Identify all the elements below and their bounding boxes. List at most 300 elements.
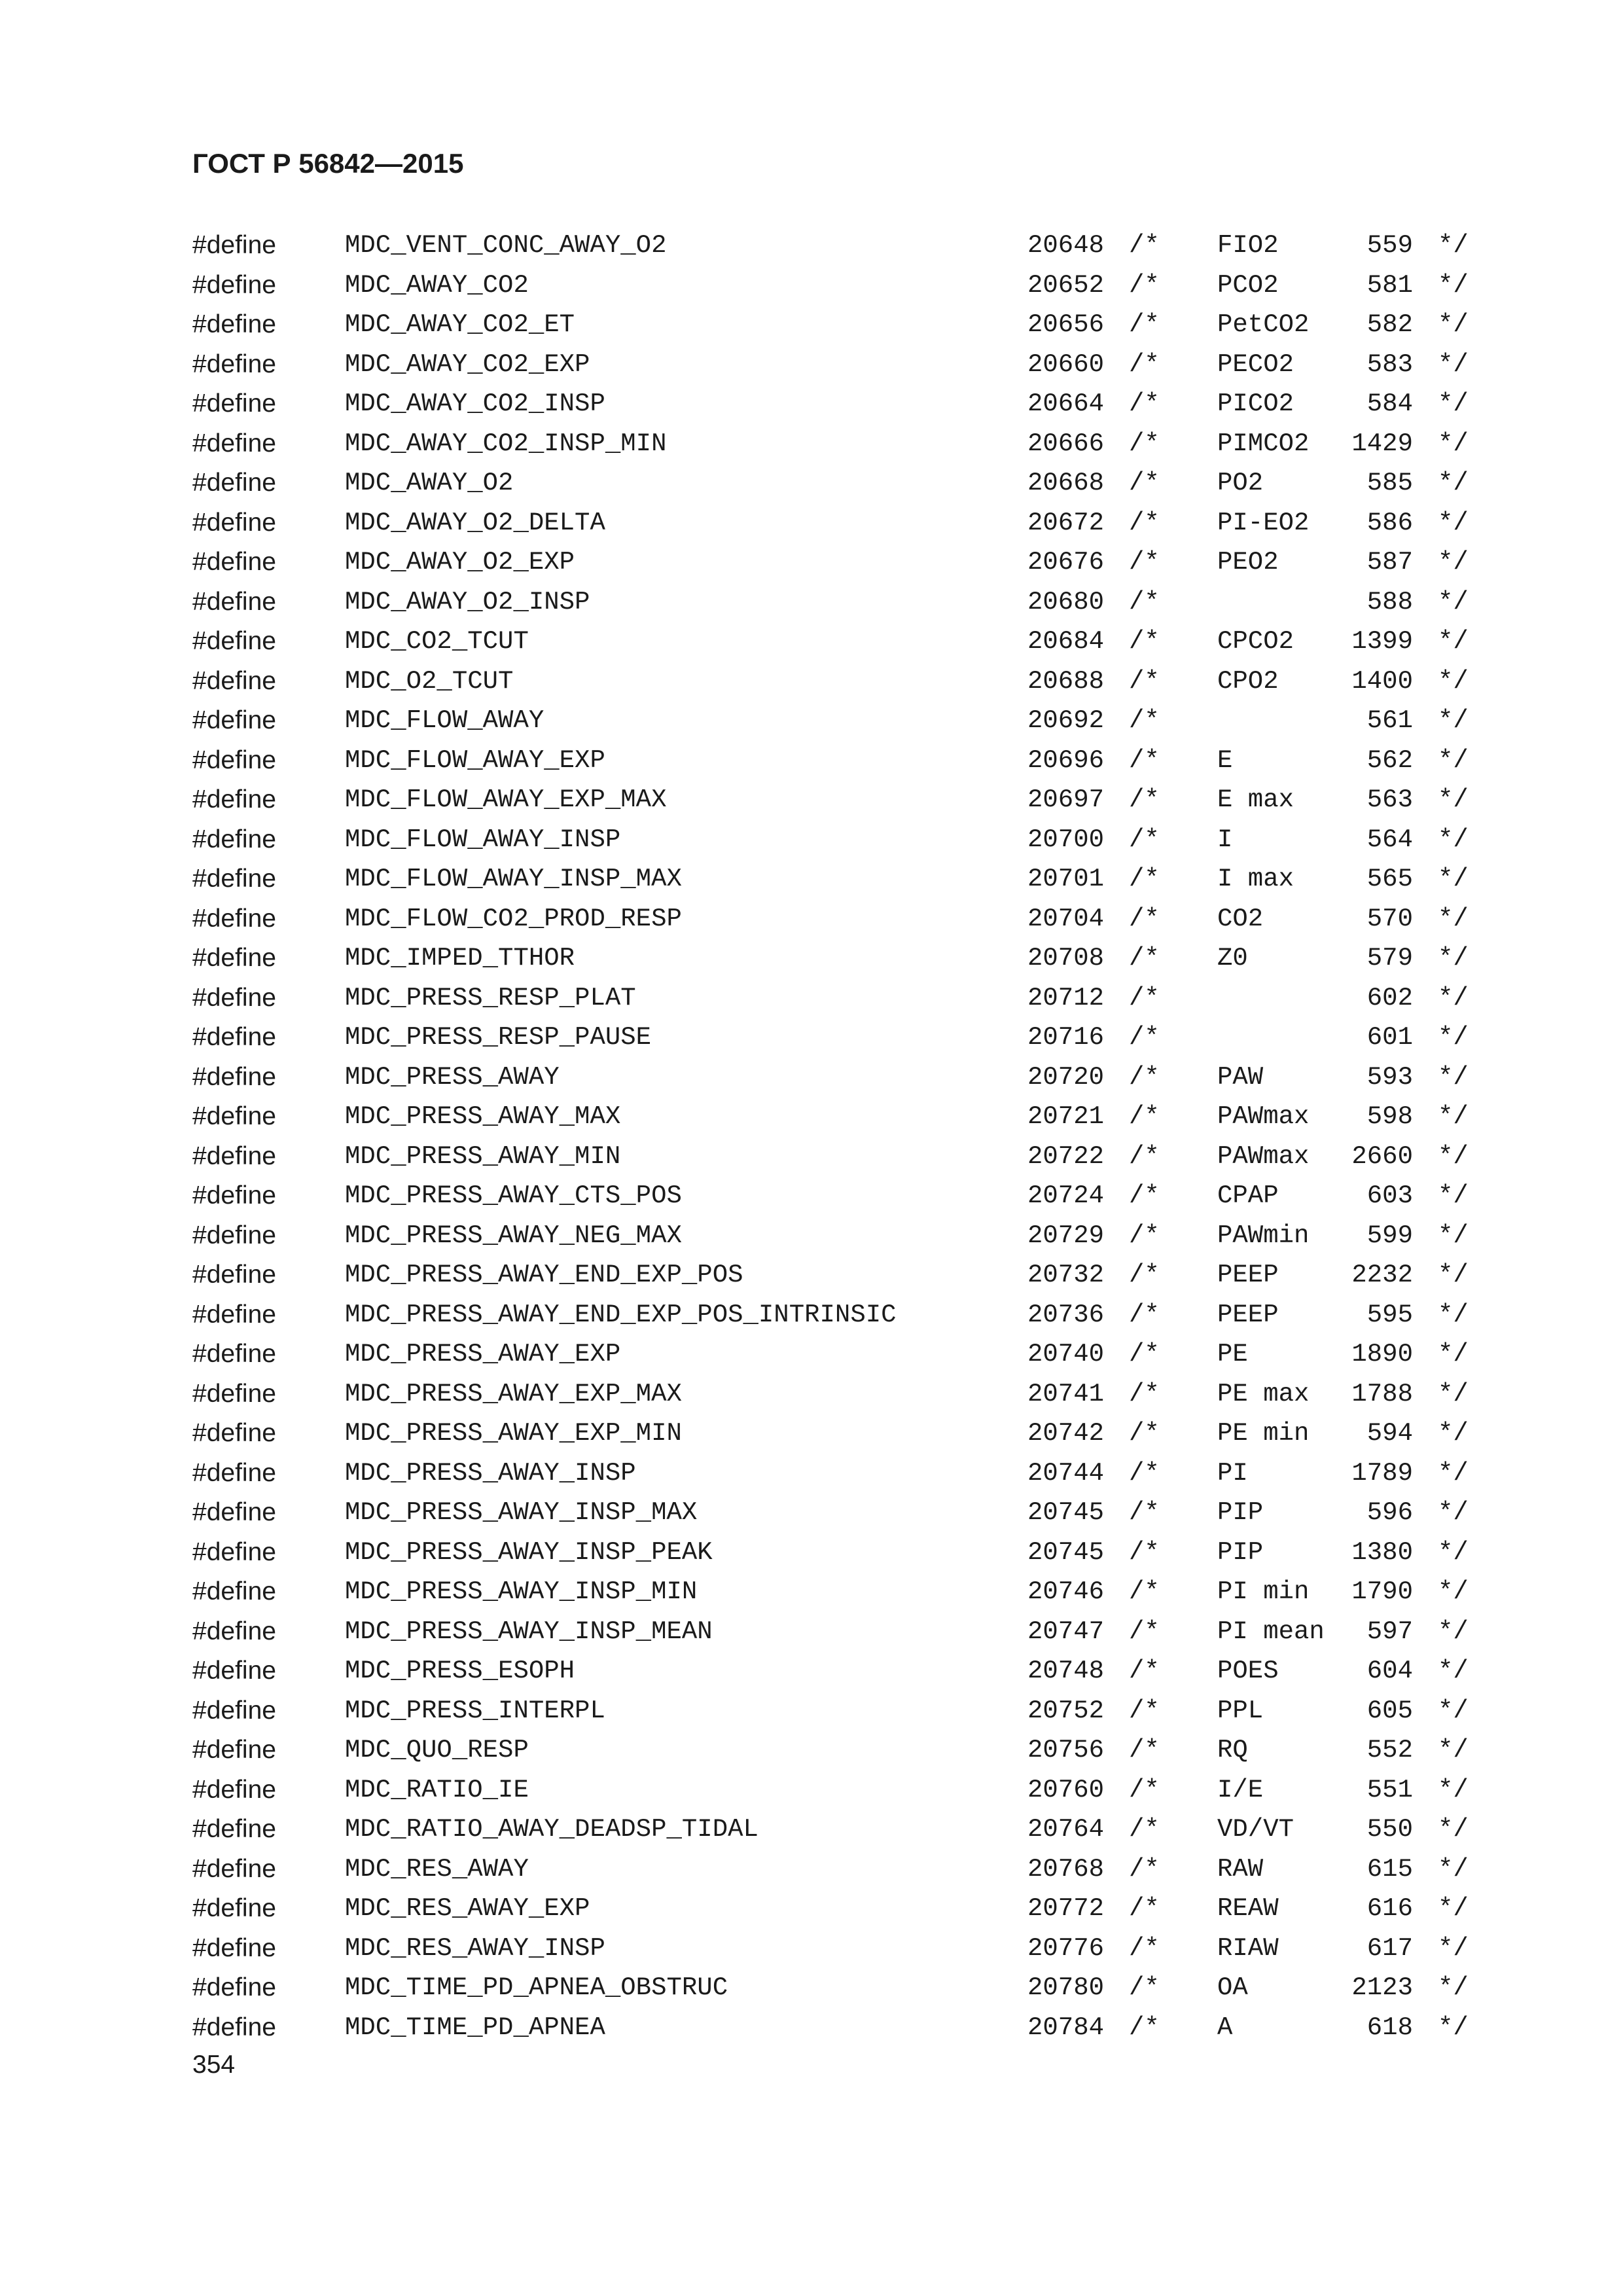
comment-open: /*: [1129, 1300, 1160, 1329]
constant-name: MDC_PRESS_AWAY_INSP_PEAK: [345, 1537, 713, 1567]
comment-close: */: [1438, 1458, 1469, 1488]
comment-open: /*: [1129, 2013, 1160, 2042]
comment-close: */: [1438, 1062, 1469, 1092]
constant-name: MDC_AWAY_CO2_EXP: [345, 350, 590, 379]
comment-open: /*: [1129, 350, 1160, 379]
define-keyword: #define: [192, 1854, 276, 1883]
define-row: [192, 978, 1513, 1018]
comment-open: /*: [1129, 1141, 1160, 1171]
define-row: [192, 1176, 1513, 1216]
constant-name: MDC_PRESS_AWAY_CTS_POS: [345, 1181, 682, 1210]
constant-code: 20700: [1027, 825, 1105, 854]
constant-code: 20768: [1027, 1854, 1105, 1884]
comment-close: */: [1438, 1102, 1469, 1131]
constant-name: MDC_TIME_PD_APNEA: [345, 2013, 605, 2042]
define-keyword: #define: [192, 1419, 276, 1447]
constant-code: 20724: [1027, 1181, 1105, 1210]
comment-open: /*: [1129, 1181, 1160, 1210]
comment-open: /*: [1129, 1617, 1160, 1646]
reference-id: 1890: [1351, 1340, 1413, 1369]
define-keyword: #define: [192, 1141, 276, 1170]
reference-id: 618: [1366, 2013, 1413, 2042]
define-row: [192, 583, 1513, 622]
reference-id: 1789: [1351, 1458, 1413, 1488]
constant-code: 20745: [1027, 1498, 1105, 1527]
constant-code: 20732: [1027, 1261, 1105, 1289]
define-row: [192, 1058, 1513, 1098]
comment-open: /*: [1129, 389, 1160, 418]
define-row: [192, 1651, 1513, 1691]
reference-id: 586: [1366, 508, 1413, 537]
define-keyword: #define: [192, 1181, 276, 1210]
constant-code: 20780: [1027, 1973, 1105, 2002]
constant-code: 20648: [1027, 231, 1105, 260]
constant-name: MDC_PRESS_AWAY_END_EXP_POS: [345, 1261, 743, 1289]
constant-code: 20697: [1027, 785, 1105, 814]
comment-open: /*: [1129, 904, 1160, 933]
comment-close: */: [1438, 865, 1469, 893]
constant-name: MDC_PRESS_AWAY_EXP: [345, 1340, 621, 1369]
constant-code: 20745: [1027, 1537, 1105, 1567]
constant-code: 20722: [1027, 1141, 1105, 1171]
reference-id: 588: [1366, 587, 1413, 617]
reference-id: 2660: [1351, 1141, 1413, 1171]
comment-open: /*: [1129, 1023, 1160, 1052]
define-row: [192, 741, 1513, 781]
comment-open: /*: [1129, 1458, 1160, 1488]
define-keyword: #define: [192, 1577, 276, 1605]
define-keyword: #define: [192, 983, 276, 1012]
comment-open: /*: [1129, 1379, 1160, 1408]
define-keyword: #define: [192, 587, 276, 616]
constant-code: 20776: [1027, 1933, 1105, 1963]
reference-id: 616: [1366, 1894, 1413, 1923]
abbreviation: I/E: [1217, 1775, 1264, 1804]
reference-id: 2123: [1351, 1973, 1413, 2002]
comment-close: */: [1438, 469, 1469, 497]
reference-id: 584: [1366, 389, 1413, 418]
reference-id: 1429: [1351, 429, 1413, 458]
comment-open: /*: [1129, 270, 1160, 300]
comment-close: */: [1438, 1973, 1469, 2002]
define-row: [192, 305, 1513, 345]
constant-name: MDC_RATIO_IE: [345, 1775, 529, 1804]
abbreviation: [1217, 701, 1348, 741]
reference-id: 605: [1366, 1696, 1413, 1725]
comment-close: */: [1438, 1419, 1469, 1448]
reference-id: 1380: [1351, 1537, 1413, 1567]
abbreviation: Z0: [1217, 944, 1248, 973]
comment-open: /*: [1129, 1537, 1160, 1567]
define-keyword: #define: [192, 1300, 276, 1329]
abbreviation: PI min: [1217, 1577, 1310, 1606]
comment-close: */: [1438, 1854, 1469, 1884]
constant-code: 20716: [1027, 1023, 1105, 1052]
abbreviation: PE min: [1217, 1419, 1310, 1448]
abbreviation: PAW: [1217, 1062, 1264, 1092]
define-row: [192, 1929, 1513, 1969]
comment-close: */: [1438, 944, 1469, 973]
abbreviation: PCO2: [1217, 270, 1279, 300]
comment-close: */: [1438, 1181, 1469, 1210]
abbreviation: [1217, 978, 1348, 1018]
abbreviation: FIO2: [1217, 231, 1279, 260]
define-row: [192, 1255, 1513, 1295]
comment-close: */: [1438, 825, 1469, 854]
reference-id: 561: [1366, 706, 1413, 735]
comment-open: /*: [1129, 983, 1160, 1013]
reference-id: 617: [1366, 1933, 1413, 1963]
abbreviation: I max: [1217, 865, 1294, 893]
define-row: [192, 1018, 1513, 1058]
reference-id: 551: [1366, 1775, 1413, 1804]
define-row: [192, 939, 1513, 978]
constant-name: MDC_PRESS_AWAY_INSP_MAX: [345, 1498, 698, 1527]
constant-code: 20784: [1027, 2013, 1105, 2042]
constant-code: 20764: [1027, 1815, 1105, 1844]
define-keyword: #define: [192, 666, 276, 695]
define-keyword: #define: [192, 865, 276, 893]
reference-id: 581: [1366, 270, 1413, 300]
constant-name: MDC_PRESS_INTERPL: [345, 1696, 605, 1725]
define-row: [192, 1137, 1513, 1177]
constant-code: 20704: [1027, 904, 1105, 933]
define-row: [192, 1335, 1513, 1374]
comment-close: */: [1438, 310, 1469, 339]
reference-id: 1399: [1351, 627, 1413, 656]
comment-open: /*: [1129, 1340, 1160, 1369]
comment-close: */: [1438, 785, 1469, 814]
abbreviation: A: [1217, 2013, 1233, 2042]
define-row: [192, 1493, 1513, 1533]
comment-close: */: [1438, 548, 1469, 577]
define-row: [192, 1691, 1513, 1731]
abbreviation: PPL: [1217, 1696, 1264, 1725]
constant-name: MDC_PRESS_AWAY_MAX: [345, 1102, 621, 1131]
reference-id: 563: [1366, 785, 1413, 814]
comment-open: /*: [1129, 1062, 1160, 1092]
comment-open: /*: [1129, 745, 1160, 775]
reference-id: 599: [1366, 1221, 1413, 1250]
define-row: [192, 463, 1513, 503]
comment-close: */: [1438, 1933, 1469, 1963]
comment-open: /*: [1129, 1657, 1160, 1685]
abbreviation: PAWmax: [1217, 1141, 1310, 1171]
define-table: [192, 226, 1513, 2047]
define-row: [192, 1454, 1513, 1494]
define-keyword: #define: [192, 825, 276, 853]
constant-name: MDC_PRESS_AWAY_INSP: [345, 1458, 636, 1488]
constant-name: MDC_FLOW_AWAY_EXP: [345, 745, 605, 775]
comment-open: /*: [1129, 1419, 1160, 1448]
constant-name: MDC_RES_AWAY: [345, 1854, 529, 1884]
comment-close: */: [1438, 1261, 1469, 1289]
abbreviation: PI: [1217, 1458, 1248, 1488]
reference-id: 601: [1366, 1023, 1413, 1052]
constant-code: 20666: [1027, 429, 1105, 458]
constant-code: 20664: [1027, 389, 1105, 418]
abbreviation: PIP: [1217, 1537, 1264, 1567]
constant-name: MDC_FLOW_AWAY_EXP_MAX: [345, 785, 667, 814]
define-row: [192, 1731, 1513, 1770]
comment-close: */: [1438, 1300, 1469, 1329]
constant-code: 20692: [1027, 706, 1105, 735]
define-row: [192, 1889, 1513, 1929]
define-row: [192, 820, 1513, 860]
constant-code: 20736: [1027, 1300, 1105, 1329]
abbreviation: [1217, 583, 1348, 622]
comment-open: /*: [1129, 1102, 1160, 1131]
constant-code: 20729: [1027, 1221, 1105, 1250]
define-keyword: #define: [192, 944, 276, 972]
define-row: [192, 503, 1513, 543]
constant-name: MDC_FLOW_AWAY_INSP_MAX: [345, 865, 682, 893]
constant-code: 20760: [1027, 1775, 1105, 1804]
comment-open: /*: [1129, 508, 1160, 537]
define-keyword: #define: [192, 1736, 276, 1764]
constant-name: MDC_AWAY_CO2: [345, 270, 529, 300]
abbreviation: PECO2: [1217, 350, 1294, 379]
comment-open: /*: [1129, 1261, 1160, 1289]
define-keyword: #define: [192, 1894, 276, 1922]
define-row: [192, 1533, 1513, 1573]
constant-name: MDC_FLOW_AWAY: [345, 706, 544, 735]
constant-name: MDC_AWAY_CO2_INSP_MIN: [345, 429, 667, 458]
define-keyword: #define: [192, 1933, 276, 1962]
abbreviation: PIMCO2: [1217, 429, 1310, 458]
comment-open: /*: [1129, 1973, 1160, 2002]
abbreviation: PEEP: [1217, 1300, 1279, 1329]
constant-name: MDC_PRESS_RESP_PAUSE: [345, 1023, 652, 1052]
abbreviation: PAWmax: [1217, 1102, 1310, 1131]
comment-open: /*: [1129, 666, 1160, 696]
constant-name: MDC_PRESS_AWAY_END_EXP_POS_INTRINSIC: [345, 1300, 897, 1329]
constant-name: MDC_QUO_RESP: [345, 1736, 529, 1765]
reference-id: 615: [1366, 1854, 1413, 1884]
define-keyword: #define: [192, 1102, 276, 1130]
abbreviation: PI-EO2: [1217, 508, 1310, 537]
constant-code: 20676: [1027, 548, 1105, 577]
define-keyword: #define: [192, 310, 276, 338]
define-keyword: #define: [192, 1023, 276, 1051]
constant-code: 20740: [1027, 1340, 1105, 1369]
constant-name: MDC_PRESS_RESP_PLAT: [345, 983, 636, 1013]
comment-open: /*: [1129, 587, 1160, 617]
comment-close: */: [1438, 1894, 1469, 1923]
comment-close: */: [1438, 1141, 1469, 1171]
define-row: [192, 899, 1513, 939]
comment-close: */: [1438, 231, 1469, 260]
define-row: [192, 1216, 1513, 1256]
define-keyword: #define: [192, 350, 276, 378]
reference-id: 603: [1366, 1181, 1413, 1210]
comment-close: */: [1438, 508, 1469, 537]
constant-code: 20747: [1027, 1617, 1105, 1646]
define-keyword: #define: [192, 1775, 276, 1804]
reference-id: 593: [1366, 1062, 1413, 1092]
define-keyword: #define: [192, 1379, 276, 1408]
abbreviation: I: [1217, 825, 1233, 854]
reference-id: 2232: [1351, 1261, 1413, 1289]
reference-id: 604: [1366, 1657, 1413, 1685]
constant-code: 20688: [1027, 666, 1105, 696]
constant-code: 20656: [1027, 310, 1105, 339]
comment-open: /*: [1129, 1577, 1160, 1606]
constant-name: MDC_FLOW_CO2_PROD_RESP: [345, 904, 682, 933]
abbreviation: PAWmin: [1217, 1221, 1310, 1250]
comment-close: */: [1438, 1577, 1469, 1606]
reference-id: 579: [1366, 944, 1413, 973]
comment-open: /*: [1129, 627, 1160, 656]
comment-open: /*: [1129, 429, 1160, 458]
constant-name: MDC_RATIO_AWAY_DEADSP_TIDAL: [345, 1815, 758, 1844]
comment-open: /*: [1129, 1696, 1160, 1725]
define-keyword: #define: [192, 1617, 276, 1645]
define-keyword: #define: [192, 1657, 276, 1685]
comment-close: */: [1438, 745, 1469, 775]
define-row: [192, 780, 1513, 820]
reference-id: 596: [1366, 1498, 1413, 1527]
constant-name: MDC_CO2_TCUT: [345, 627, 529, 656]
reference-id: 550: [1366, 1815, 1413, 1844]
define-keyword: #define: [192, 2013, 276, 2041]
abbreviation: RAW: [1217, 1854, 1264, 1884]
abbreviation: PI mean: [1217, 1617, 1325, 1646]
comment-open: /*: [1129, 865, 1160, 893]
constant-code: 20684: [1027, 627, 1105, 656]
constant-name: MDC_PRESS_AWAY_INSP_MIN: [345, 1577, 698, 1606]
comment-open: /*: [1129, 1854, 1160, 1884]
comment-close: */: [1438, 270, 1469, 300]
define-keyword: #define: [192, 469, 276, 497]
constant-code: 20772: [1027, 1894, 1105, 1923]
define-keyword: #define: [192, 508, 276, 537]
constant-name: MDC_AWAY_O2: [345, 469, 514, 497]
define-row: [192, 345, 1513, 385]
comment-open: /*: [1129, 231, 1160, 260]
constant-name: MDC_PRESS_AWAY_EXP_MAX: [345, 1379, 682, 1408]
comment-close: */: [1438, 350, 1469, 379]
reference-id: 583: [1366, 350, 1413, 379]
define-row: [192, 1810, 1513, 1850]
constant-code: 20680: [1027, 587, 1105, 617]
constant-name: MDC_PRESS_ESOPH: [345, 1657, 575, 1685]
constant-name: MDC_PRESS_AWAY_MIN: [345, 1141, 621, 1171]
document-header: ГОСТ Р 56842—2015: [192, 148, 464, 179]
comment-close: */: [1438, 706, 1469, 735]
define-row: [192, 1572, 1513, 1612]
constant-code: 20752: [1027, 1696, 1105, 1725]
comment-open: /*: [1129, 1894, 1160, 1923]
constant-name: MDC_IMPED_TTHOR: [345, 944, 575, 973]
define-row: [192, 1770, 1513, 1810]
define-keyword: #define: [192, 1221, 276, 1249]
constant-code: 20721: [1027, 1102, 1105, 1131]
constant-code: 20701: [1027, 865, 1105, 893]
abbreviation: PO2: [1217, 469, 1264, 497]
comment-open: /*: [1129, 310, 1160, 339]
define-keyword: #define: [192, 785, 276, 814]
constant-code: 20744: [1027, 1458, 1105, 1488]
define-keyword: #define: [192, 745, 276, 774]
abbreviation: CPCO2: [1217, 627, 1294, 656]
define-keyword: #define: [192, 627, 276, 655]
reference-id: 1790: [1351, 1577, 1413, 1606]
constant-name: MDC_PRESS_AWAY_INSP_MEAN: [345, 1617, 713, 1646]
reference-id: 587: [1366, 548, 1413, 577]
abbreviation: RIAW: [1217, 1933, 1279, 1963]
define-row: [192, 701, 1513, 741]
abbreviation: [1217, 1018, 1348, 1058]
define-row: [192, 1295, 1513, 1335]
define-keyword: #define: [192, 1261, 276, 1289]
comment-close: */: [1438, 627, 1469, 656]
define-keyword: #define: [192, 429, 276, 457]
reference-id: 565: [1366, 865, 1413, 893]
constant-name: MDC_TIME_PD_APNEA_OBSTRUC: [345, 1973, 728, 2002]
constant-code: 20652: [1027, 270, 1105, 300]
comment-close: */: [1438, 1736, 1469, 1765]
constant-code: 20712: [1027, 983, 1105, 1013]
constant-name: MDC_O2_TCUT: [345, 666, 514, 696]
reference-id: 602: [1366, 983, 1413, 1013]
comment-open: /*: [1129, 1815, 1160, 1844]
comment-open: /*: [1129, 825, 1160, 854]
reference-id: 559: [1366, 231, 1413, 260]
abbreviation: PetCO2: [1217, 310, 1310, 339]
comment-close: */: [1438, 983, 1469, 1013]
abbreviation: VD/VT: [1217, 1815, 1294, 1844]
abbreviation: PE: [1217, 1340, 1248, 1369]
define-rows: [192, 226, 1513, 2047]
define-row: [192, 424, 1513, 464]
abbreviation: CPO2: [1217, 666, 1279, 696]
define-row: [192, 859, 1513, 899]
constant-name: MDC_RES_AWAY_EXP: [345, 1894, 590, 1923]
constant-name: MDC_PRESS_AWAY_EXP_MIN: [345, 1419, 682, 1448]
constant-code: 20660: [1027, 350, 1105, 379]
comment-close: */: [1438, 1657, 1469, 1685]
abbreviation: POES: [1217, 1657, 1279, 1685]
define-keyword: #define: [192, 1062, 276, 1091]
abbreviation: E max: [1217, 785, 1294, 814]
constant-name: MDC_AWAY_O2_DELTA: [345, 508, 605, 537]
comment-close: */: [1438, 1815, 1469, 1844]
comment-close: */: [1438, 904, 1469, 933]
define-keyword: #define: [192, 389, 276, 418]
constant-code: 20672: [1027, 508, 1105, 537]
comment-close: */: [1438, 389, 1469, 418]
page-number: 354: [192, 2051, 236, 2079]
constant-code: 20708: [1027, 944, 1105, 973]
abbreviation: PEO2: [1217, 548, 1279, 577]
define-keyword: #define: [192, 231, 276, 259]
comment-close: */: [1438, 1023, 1469, 1052]
reference-id: 1400: [1351, 666, 1413, 696]
constant-code: 20720: [1027, 1062, 1105, 1092]
constant-code: 20756: [1027, 1736, 1105, 1765]
comment-open: /*: [1129, 469, 1160, 497]
abbreviation: E: [1217, 745, 1233, 775]
comment-open: /*: [1129, 548, 1160, 577]
constant-code: 20696: [1027, 745, 1105, 775]
define-row: [192, 1850, 1513, 1890]
abbreviation: PEEP: [1217, 1261, 1279, 1289]
comment-close: */: [1438, 1537, 1469, 1567]
define-row: [192, 226, 1513, 266]
reference-id: 598: [1366, 1102, 1413, 1131]
define-row: [192, 266, 1513, 306]
